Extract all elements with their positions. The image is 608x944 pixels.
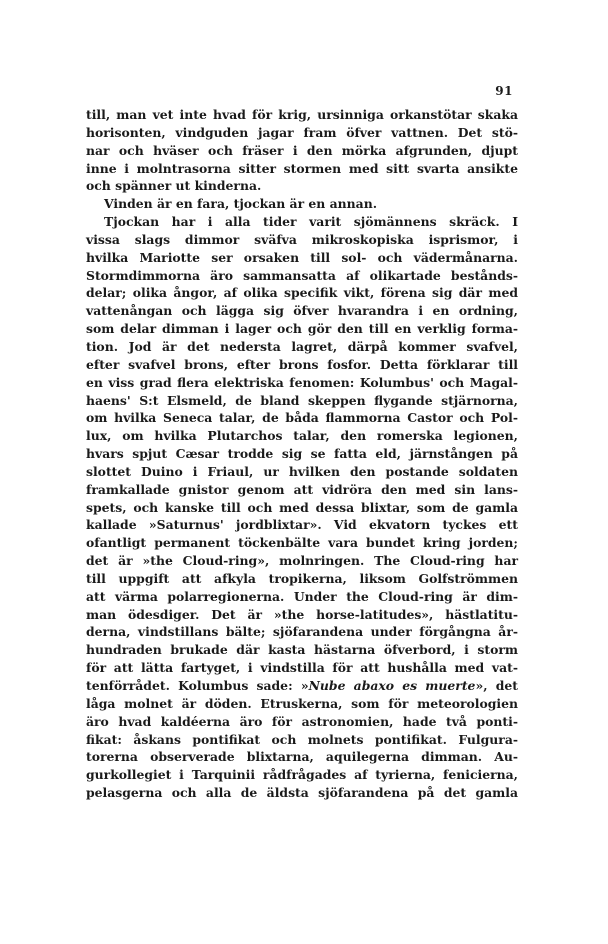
text-line: hundraden brukade där kasta hästarna öfverbord, i storm — [86, 642, 518, 658]
body-text — [86, 106, 518, 802]
text-line: horisonten, vindguden jagar fram öfver vattnen. Det stö- — [86, 124, 518, 140]
text-line: derna, vindstillans bälte; sjöfarandena under förgångna år- — [86, 624, 518, 640]
text-line: fikat: åskans pontifikat och molnets pontifikat. Fulgura- — [86, 731, 518, 747]
text-line: till uppgift att afkyla tropikerna, liksom Golfströmmen — [86, 570, 518, 586]
text-line: Stormdimmorna äro sammansatta af olikartade bestånds- — [86, 267, 518, 283]
text-line: tenförrådet. Kolumbus sade: »Nube abaxo es muerte», det — [86, 678, 518, 693]
text-line: nar och hväser och fräser i den mörka afgrunden, djupt — [86, 142, 518, 158]
text-line: som delar dimman i lager och gör den till en verklig forma- — [86, 321, 518, 337]
text-line: slottet Duino i Friaul, ur hvilken den postande soldaten — [86, 463, 518, 479]
text-line: hvars spjut Cæsar trodde sig se fatta eld, järnstången på — [86, 446, 518, 462]
text-line: haens' S:t Elsmeld, de bland skeppen flygande stjärnorna, — [86, 392, 518, 408]
text-line: man ödesdiger. Det är »the horse-latitudes», hästlatitu- — [86, 606, 518, 622]
text-line: om hvilka Seneca talar, de båda flammorna Castor och Pol- — [86, 410, 518, 426]
text-line: gurkollegiet i Tarquinii rådfrågades af tyrierna, fenicierna, — [86, 767, 518, 783]
text-line: att värma polarregionerna. Under the Cloud-ring är dim- — [86, 588, 518, 604]
text-line: inne i molntrasorna sitter stormen med sitt svarta ansikte — [86, 160, 518, 176]
text-line: framkallade gnistor genom att vidröra den med sin lans- — [86, 481, 518, 497]
text-line: till, man vet inte hvad för krig, ursinniga orkanstötar skaka — [86, 107, 518, 122]
text-line: kallade »Saturnus' jordblixtar». Vid ekvatorn tyckes ett — [86, 517, 518, 533]
text-line: ofantligt permanent töckenbälte vara bundet kring jorden; — [86, 535, 518, 551]
text-line: och spänner ut kinderna. — [86, 178, 262, 194]
page-number: 91 — [495, 84, 513, 98]
text-line: efter svafvel brons, efter brons fosfor. Detta förklarar till — [86, 356, 518, 372]
text-line: delar; olika ångor, af olika specifik vikt, förena sig där med — [86, 285, 518, 301]
text-line: låga molnet är döden. Etruskerna, som för meteorologien — [86, 695, 518, 711]
text-line: det är »the Cloud-ring», molnringen. The Cloud-ring har — [86, 553, 518, 569]
text-line: pelasgerna och alla de äldsta sjöfarandena på det gamla — [86, 785, 518, 801]
text-line: spets, och kanske till och med dessa blixtar, som de gamla — [86, 499, 518, 515]
text-line: hvilka Mariotte ser orsaken till sol- och vädermånarna. — [86, 249, 518, 265]
text-line: en viss grad flera elektriska fenomen: Kolumbus' och Magal- — [86, 374, 518, 390]
text-line: Tjockan har i alla tider varit sjömännens skräck. I — [104, 214, 518, 230]
text-line: vissa slags dimmor sväfva mikroskopiska isprismor, i — [86, 231, 518, 247]
text-line: vattenångan och lägga sig öfver hvarandra i en ordning, — [86, 303, 518, 319]
text-line: för att lätta fartyget, i vindstilla för att hushålla med vat- — [86, 660, 518, 676]
text-line: tion. Jod är det nedersta lagret, därpå kommer svafvel, — [86, 338, 518, 354]
text-line: lux, om hvilka Plutarchos talar, den romerska legionen, — [86, 428, 518, 444]
text-line: äro hvad kaldéerna äro för astronomien, hade två ponti- — [86, 713, 518, 729]
text-line: torerna observerade blixtarna, aquilegerna dimman. Au- — [86, 749, 518, 765]
text-line: Vinden är en fara, tjockan är en annan. — [104, 196, 378, 212]
